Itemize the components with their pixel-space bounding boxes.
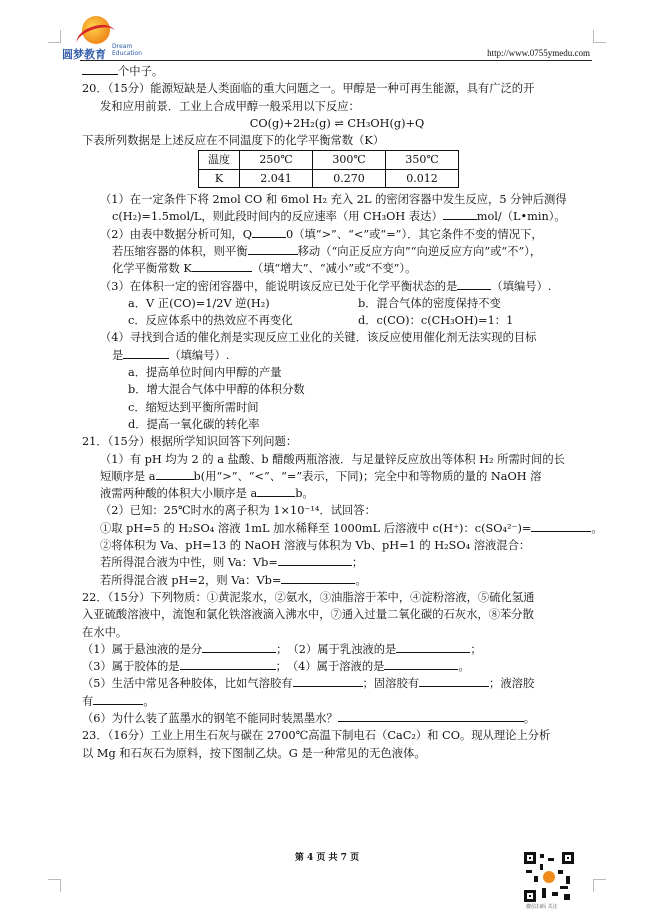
text-line: （2）已知：25℃时水的离子积为 1×10⁻¹⁴．试回答： [100,504,376,518]
answer-blank [93,693,143,705]
answer-blank [180,658,276,670]
answer-blank [281,572,355,584]
table-header-row [199,151,459,169]
answer-blank [257,485,295,497]
question-22-title: 22．（15分）下列物质：①黄泥浆水，②氨水，③油脂溶于苯中，④淀粉溶液，⑤硫化氢通 [82,590,535,604]
text-line: 入亚硫酸溶液中，流饱和氯化铁溶液滴入沸水中，⑦通入过量二氧化碳的石灰水，⑧苯分散 [82,608,534,622]
text-line: 在水中。 [82,625,128,639]
text-line: ①取 pH=5 的 H₂SO₄ 溶液 1mL 加水稀释至 1000mL 后溶液中 c(H⁺)：c(SO₄²⁻)= 。 [100,521,603,535]
answer-blank [293,675,363,687]
text-line: （3）在体积一定的密闭容器中，能说明该反应已处于化学平衡状态的是 （填编号）. [100,279,552,293]
text-line: 若所得混合液 pH=2，则 Va：Vb= 。 [100,573,367,587]
table-cell: 0.012 [386,169,459,187]
options-row: c．反应体系中的热效应不再变化 d．c(CO)：c(CH₃OH)=1：1 [128,314,514,328]
crop-mark-top-right [593,30,606,43]
crop-mark-bottom-right [593,879,606,892]
text-line: （3）属于胶体的是 ； （4）属于溶液的是 。 [82,660,470,674]
question-21-title: 21．（15分）根据所学知识回答下列问题： [82,435,298,449]
table-cell: 250℃ [240,151,313,169]
qr-code-icon [524,852,574,902]
text-line: 发和应用前景．工业上合成甲醇一般采用以下反应： [100,99,360,113]
answer-blank [192,260,252,272]
text-line: 化学平衡常数 K （填“增大”、“减小”或“不变”）。 [112,262,417,276]
text-line: （1）在一定条件下将 2mol CO 和 6mol H₂ 充入 2L 的密闭容器中发生反应，5 分钟后测得 [100,193,567,207]
answer-blank [531,520,591,532]
logo-english: Dream Education [112,43,142,57]
table-cell: 2.041 [240,169,313,187]
text-line: （1）有 pH 均为 2 的 a 盐酸、b 醋酸两瓶溶液．与足量锌反应放出等体积 H₂ 所需时间的长 [100,452,565,466]
option-line: c．缩短达到平衡所需时间 [128,400,259,414]
table-row [199,169,459,187]
answer-blank [202,641,276,653]
text-line: 有 。 [82,694,155,708]
option-line: b．增大混合气体中甲醇的体积分数 [128,383,305,397]
option-line: d．提高一氧化碳的转化率 [128,417,260,431]
question-23-title: 23．（16分）工业上用生石灰与碳在 2700℃高温下制电石（CaC₂）和 CO。现从理论上分析 [82,729,551,743]
text-line: （1）属于悬浊液的是分 ； （2）属于乳浊液的是 ； [82,642,482,656]
text-line: （6）为什么装了蓝墨水的钢笔不能同时装黑墨水？ 。 [82,711,536,725]
text-line: c(H₂)=1.5mol/L，则此段时间内的反应速率（用 CH₃OH 表达） mol/（L•min）。 [112,210,566,224]
table-cell: 温度 [199,151,240,169]
text-line: 以 Mg 和石灰石为原料，按下图制乙炔。G 是一种常见的无色液体。 [82,746,426,760]
document-body [82,63,603,762]
text-line: 短顺序是 a b(用“>”、“<”、“=”表示，下同)；完全中和等物质的量的 NaOH 溶 [100,469,542,483]
qr-caption: 微信扫码 关注 [526,904,558,910]
text-line: （5）生活中常见各种胶体，比如气溶胶有 ；固溶胶有 ；液溶胶 [82,677,535,691]
answer-blank [338,710,524,722]
option-line: a．提高单位时间内甲醇的产量 [128,366,282,380]
text-line: 个中子。 [82,63,592,80]
logo-text: 圆梦教育 [62,48,106,61]
answer-blank [396,641,470,653]
options-row: a．V 正(CO)=1/2V 逆(H₂) b．混合气体的密度保持不变 [128,296,501,310]
table-cell: 0.270 [313,169,386,187]
crop-mark-bottom-left [48,879,61,892]
answer-blank [248,243,298,255]
table-cell: 350℃ [386,151,459,169]
text-line: 是 （填编号）. [112,348,230,362]
brand-logo [62,16,152,62]
text-line: ②将体积为 Va、pH=13 的 NaOH 溶液与体积为 Vb、pH=1 的 H₂SO₄ 溶液混合： [100,539,531,553]
answer-blank [123,347,169,359]
equilibrium-constant-table [198,150,459,188]
answer-blank [457,278,491,290]
text-line: （4）寻找到合适的催化剂是实现反应工业化的关键．该反应使用催化剂无法实现的目标 [100,331,537,345]
text-line: 若压缩容器的体积，则平衡 移动（“向正反应方向”“向逆反应方向”或“不”）， [112,244,542,258]
table-cell: K [199,169,240,187]
header-url: http://www.0755ymedu.com [487,48,590,58]
crop-mark-top-left [48,30,61,43]
chemical-equation: CO(g)+2H₂(g) ⇌ CH₃OH(g)+Q [249,116,425,130]
question-20-title: 20．（15分）能源短缺是人类面临的重大问题之一。甲醇是一种可再生能源，具有广泛的开 [82,82,535,96]
header-rule [80,60,592,61]
text-line: 下表所列数据是上述反应在不同温度下的化学平衡常数（K） [82,134,385,148]
answer-blank [156,468,194,480]
answer-blank [252,226,286,238]
table-cell: 300℃ [313,151,386,169]
page-number: 第 4 页 共 7 页 [294,853,360,863]
answer-blank [443,208,477,220]
text-line: （2）由表中数据分析可知，Q 0（填“>”、“<”或“=”）．其它条件不变的情况下， [100,227,543,241]
answer-blank [384,658,458,670]
answer-blank [419,675,489,687]
text-line: 液需两种酸的体积大小顺序是 a b。 [100,487,314,501]
answer-blank [278,554,352,566]
answer-blank [82,63,118,75]
text-line: 若所得混合液为中性，则 Va：Vb= ； [100,556,364,570]
